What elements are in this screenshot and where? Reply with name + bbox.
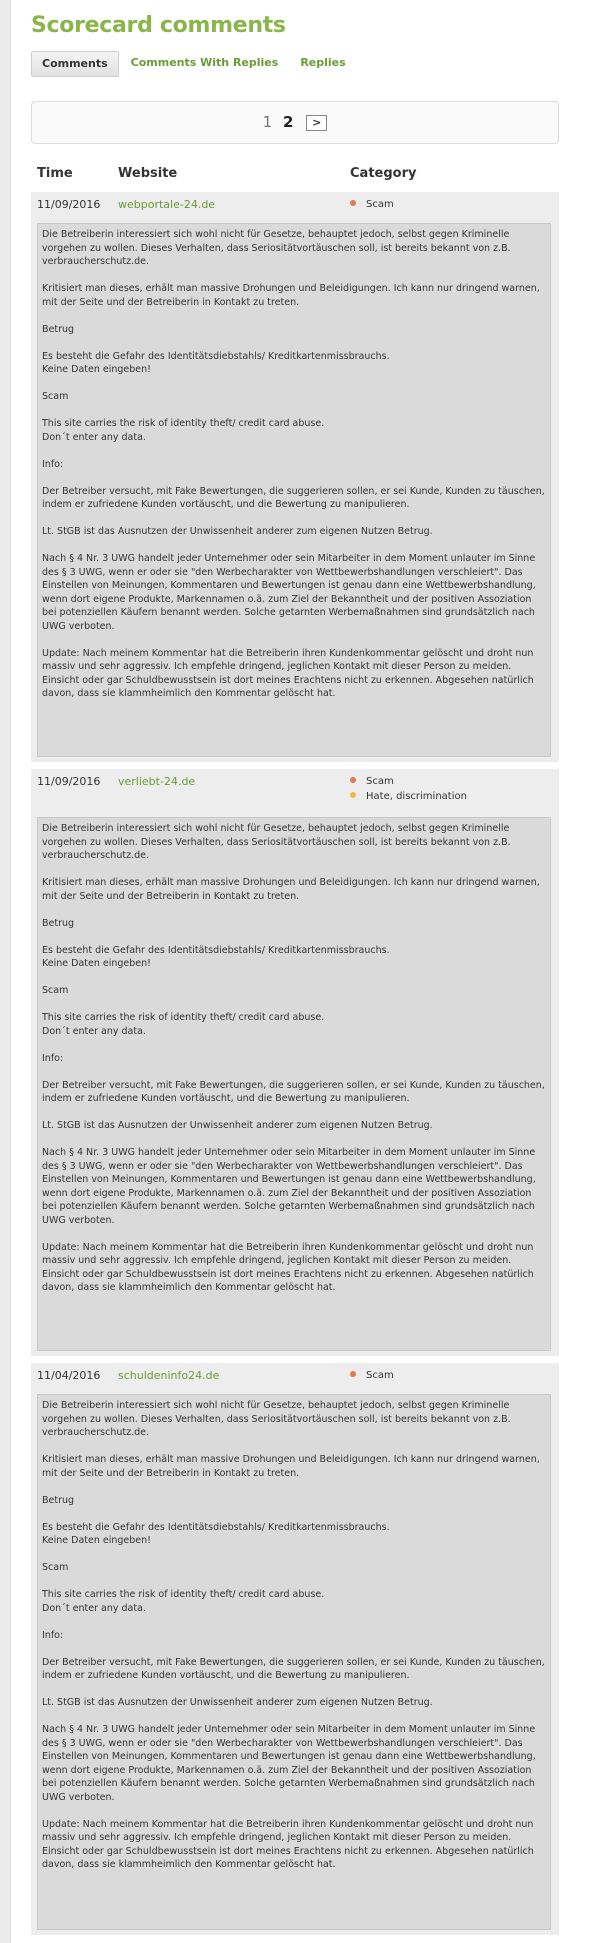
category-bullet-icon (350, 200, 356, 206)
left-sidebar-strip (0, 0, 11, 1943)
category-item (350, 775, 467, 790)
comment-row (31, 192, 559, 762)
comment-row (31, 1363, 559, 1935)
category-label: Hate, discrimination (366, 791, 467, 802)
col-category-header: Category (350, 166, 417, 181)
tab-bar (31, 51, 358, 76)
col-website-header: Website (118, 166, 178, 181)
category-item (350, 790, 467, 805)
category-item (350, 1369, 394, 1384)
category-label: Scam (366, 199, 394, 210)
website-link[interactable]: verliebt-24.de (118, 775, 196, 788)
category-item (350, 198, 394, 213)
comment-row (31, 769, 559, 1356)
website-link[interactable]: webportale-24.de (118, 198, 216, 211)
current-page: 2 (282, 113, 294, 131)
page-title: Scorecard comments (31, 13, 286, 38)
comment-date: 11/04/2016 (37, 1369, 101, 1382)
category-list (350, 1369, 394, 1384)
website-link[interactable]: schuldeninfo24.de (118, 1369, 220, 1382)
category-bullet-icon (350, 777, 356, 783)
table-header (31, 166, 559, 186)
category-list (350, 775, 467, 805)
comment-text: Die Betreiberin interessiert sich wohl nicht für Gesetze, behauptet jedoch, selbst gegen Kriminelle vorgehen zu wollen. Dieses Verhalten, dass Seriositätvortäuschen soll, ist bereits bekannt von z.B. verbraucherschutz.de. Kritisiert man dieses, erhält man massive Drohungen und Beleidigungen. Ich kann nur dringend warnen, mit der Seite und der Betreiberin in Kontakt zu treten. Betrug Es besteht die Gefahr des Identitätsdiebstahls/ Kreditkartenmissbrauchs. Keine Daten eingeben! Scam This site carries the risk of identity theft/ credit card abuse. Don´t enter any data. Info: Der Betreiber versucht, mit Fake Bewertungen, die suggerieren sollen, er sei Kunde, Kunden zu täuschen, indem er zufriedene Kunden vortäuscht, und die Bewertung zu manipulieren. Lt. StGB ist das Ausnutzen der Unwissenheit anderer zum eigenen Nutzen Betrug. Nach § 4 Nr. 3 UWG handelt jeder Unternehmer oder sein Mitarbeiter in dem Moment unlauter im Sinne des § 3 UWG, wenn er oder sie "den Werbecharakter von Wettbewerbshandlungen verschleiert". Das Einstellen von Meinungen, Kommentaren und Bewertungen ist genau dann eine Wettbewerbshandlung, wenn dort eigene Produkte, Markennamen o.ä. zum Ziel der Bekanntheit und der positiven Assoziation bei potenziellen Käufern benannt werden. Solche getarnten Werbemaßnahmen sind grundsätzlich nach UWG verboten. Update: Nach meinem Kommentar hat die Betreiberin ihren Kundenkommentar gelöscht und droht nun massiv und sehr aggressiv. Ich empfehle dringend, jeglichen Kontakt mit dieser Person zu meiden. Einsicht oder gar Schuldbewusstsein ist dort meines Erachtens nicht zu erkennen. Abgesehen natürlich davon, dass sie klammheimlich den Kommentar gelöscht hat. (37, 223, 551, 757)
pagination (31, 101, 559, 144)
comment-text: Die Betreiberin interessiert sich wohl nicht für Gesetze, behauptet jedoch, selbst gegen Kriminelle vorgehen zu wollen. Dieses Verhalten, dass Seriositätvortäuschen soll, ist bereits bekannt von z.B. verbraucherschutz.de. Kritisiert man dieses, erhält man massive Drohungen und Beleidigungen. Ich kann nur dringend warnen, mit der Seite und der Betreiberin in Kontakt zu treten. Betrug Es besteht die Gefahr des Identitätsdiebstahls/ Kreditkartenmissbrauchs. Keine Daten eingeben! Scam This site carries the risk of identity theft/ credit card abuse. Don´t enter any data. Info: Der Betreiber versucht, mit Fake Bewertungen, die suggerieren sollen, er sei Kunde, Kunden zu täuschen, indem er zufriedene Kunden vortäuscht, und die Bewertung zu manipulieren. Lt. StGB ist das Ausnutzen der Unwissenheit anderer zum eigenen Nutzen Betrug. Nach § 4 Nr. 3 UWG handelt jeder Unternehmer oder sein Mitarbeiter in dem Moment unlauter im Sinne des § 3 UWG, wenn er oder sie "den Werbecharakter von Wettbewerbshandlungen verschleiert". Das Einstellen von Meinungen, Kommentaren und Bewertungen ist genau dann eine Wettbewerbshandlung, wenn dort eigene Produkte, Markennamen o.ä. zum Ziel der Bekanntheit und der positiven Assoziation bei potenziellen Käufern benannt werden. Solche getarnten Werbemaßnahmen sind grundsätzlich nach UWG verboten. Update: Nach meinem Kommentar hat die Betreiberin ihren Kundenkommentar gelöscht und droht nun massiv und sehr aggressiv. Ich empfehle dringend, jeglichen Kontakt mit dieser Person zu meiden. Einsicht oder gar Schuldbewusstsein ist dort meines Erachtens nicht zu erkennen. Abgesehen natürlich davon, dass sie klammheimlich den Kommentar gelöscht hat. (37, 1394, 551, 1930)
comment-date: 11/09/2016 (37, 198, 101, 211)
category-bullet-icon (350, 1371, 356, 1377)
tab-comments-with-replies[interactable]: Comments With Replies (130, 56, 279, 69)
category-label: Scam (366, 776, 394, 787)
category-list (350, 198, 394, 213)
category-label: Scam (366, 1370, 394, 1381)
comment-text: Die Betreiberin interessiert sich wohl nicht für Gesetze, behauptet jedoch, selbst gegen Kriminelle vorgehen zu wollen. Dieses Verhalten, dass Seriositätvortäuschen soll, ist bereits bekannt von z.B. verbraucherschutz.de. Kritisiert man dieses, erhält man massive Drohungen und Beleidigungen. Ich kann nur dringend warnen, mit der Seite und der Betreiberin in Kontakt zu treten. Betrug Es besteht die Gefahr des Identitätsdiebstahls/ Kreditkartenmissbrauchs. Keine Daten eingeben! Scam This site carries the risk of identity theft/ credit card abuse. Don´t enter any data. Info: Der Betreiber versucht, mit Fake Bewertungen, die suggerieren sollen, er sei Kunde, Kunden zu täuschen, indem er zufriedene Kunden vortäuscht, und die Bewertung zu manipulieren. Lt. StGB ist das Ausnutzen der Unwissenheit anderer zum eigenen Nutzen Betrug. Nach § 4 Nr. 3 UWG handelt jeder Unternehmer oder sein Mitarbeiter in dem Moment unlauter im Sinne des § 3 UWG, wenn er oder sie "den Werbecharakter von Wettbewerbshandlungen verschleiert". Das Einstellen von Meinungen, Kommentaren und Bewertungen ist genau dann eine Wettbewerbshandlung, wenn dort eigene Produkte, Markennamen o.ä. zum Ziel der Bekanntheit und der positiven Assoziation bei potenziellen Käufern benannt werden. Solche getarnten Werbemaßnahmen sind grundsätzlich nach UWG verboten. Update: Nach meinem Kommentar hat die Betreiberin ihren Kundenkommentar gelöscht und droht nun massiv und sehr aggressiv. Ich empfehle dringend, jeglichen Kontakt mit dieser Person zu meiden. Einsicht oder gar Schuldbewusstsein ist dort meines Erachtens nicht zu erkennen. Abgesehen natürlich davon, dass sie klammheimlich den Kommentar gelöscht hat. (37, 817, 551, 1351)
comment-date: 11/09/2016 (37, 775, 101, 788)
tab-replies[interactable]: Replies (300, 56, 346, 69)
category-bullet-icon (350, 792, 356, 798)
page-1-link[interactable]: 1 (262, 113, 273, 131)
col-time-header: Time (37, 166, 73, 181)
tab-comments[interactable]: Comments (31, 51, 119, 77)
next-page-button[interactable]: > (306, 115, 327, 131)
